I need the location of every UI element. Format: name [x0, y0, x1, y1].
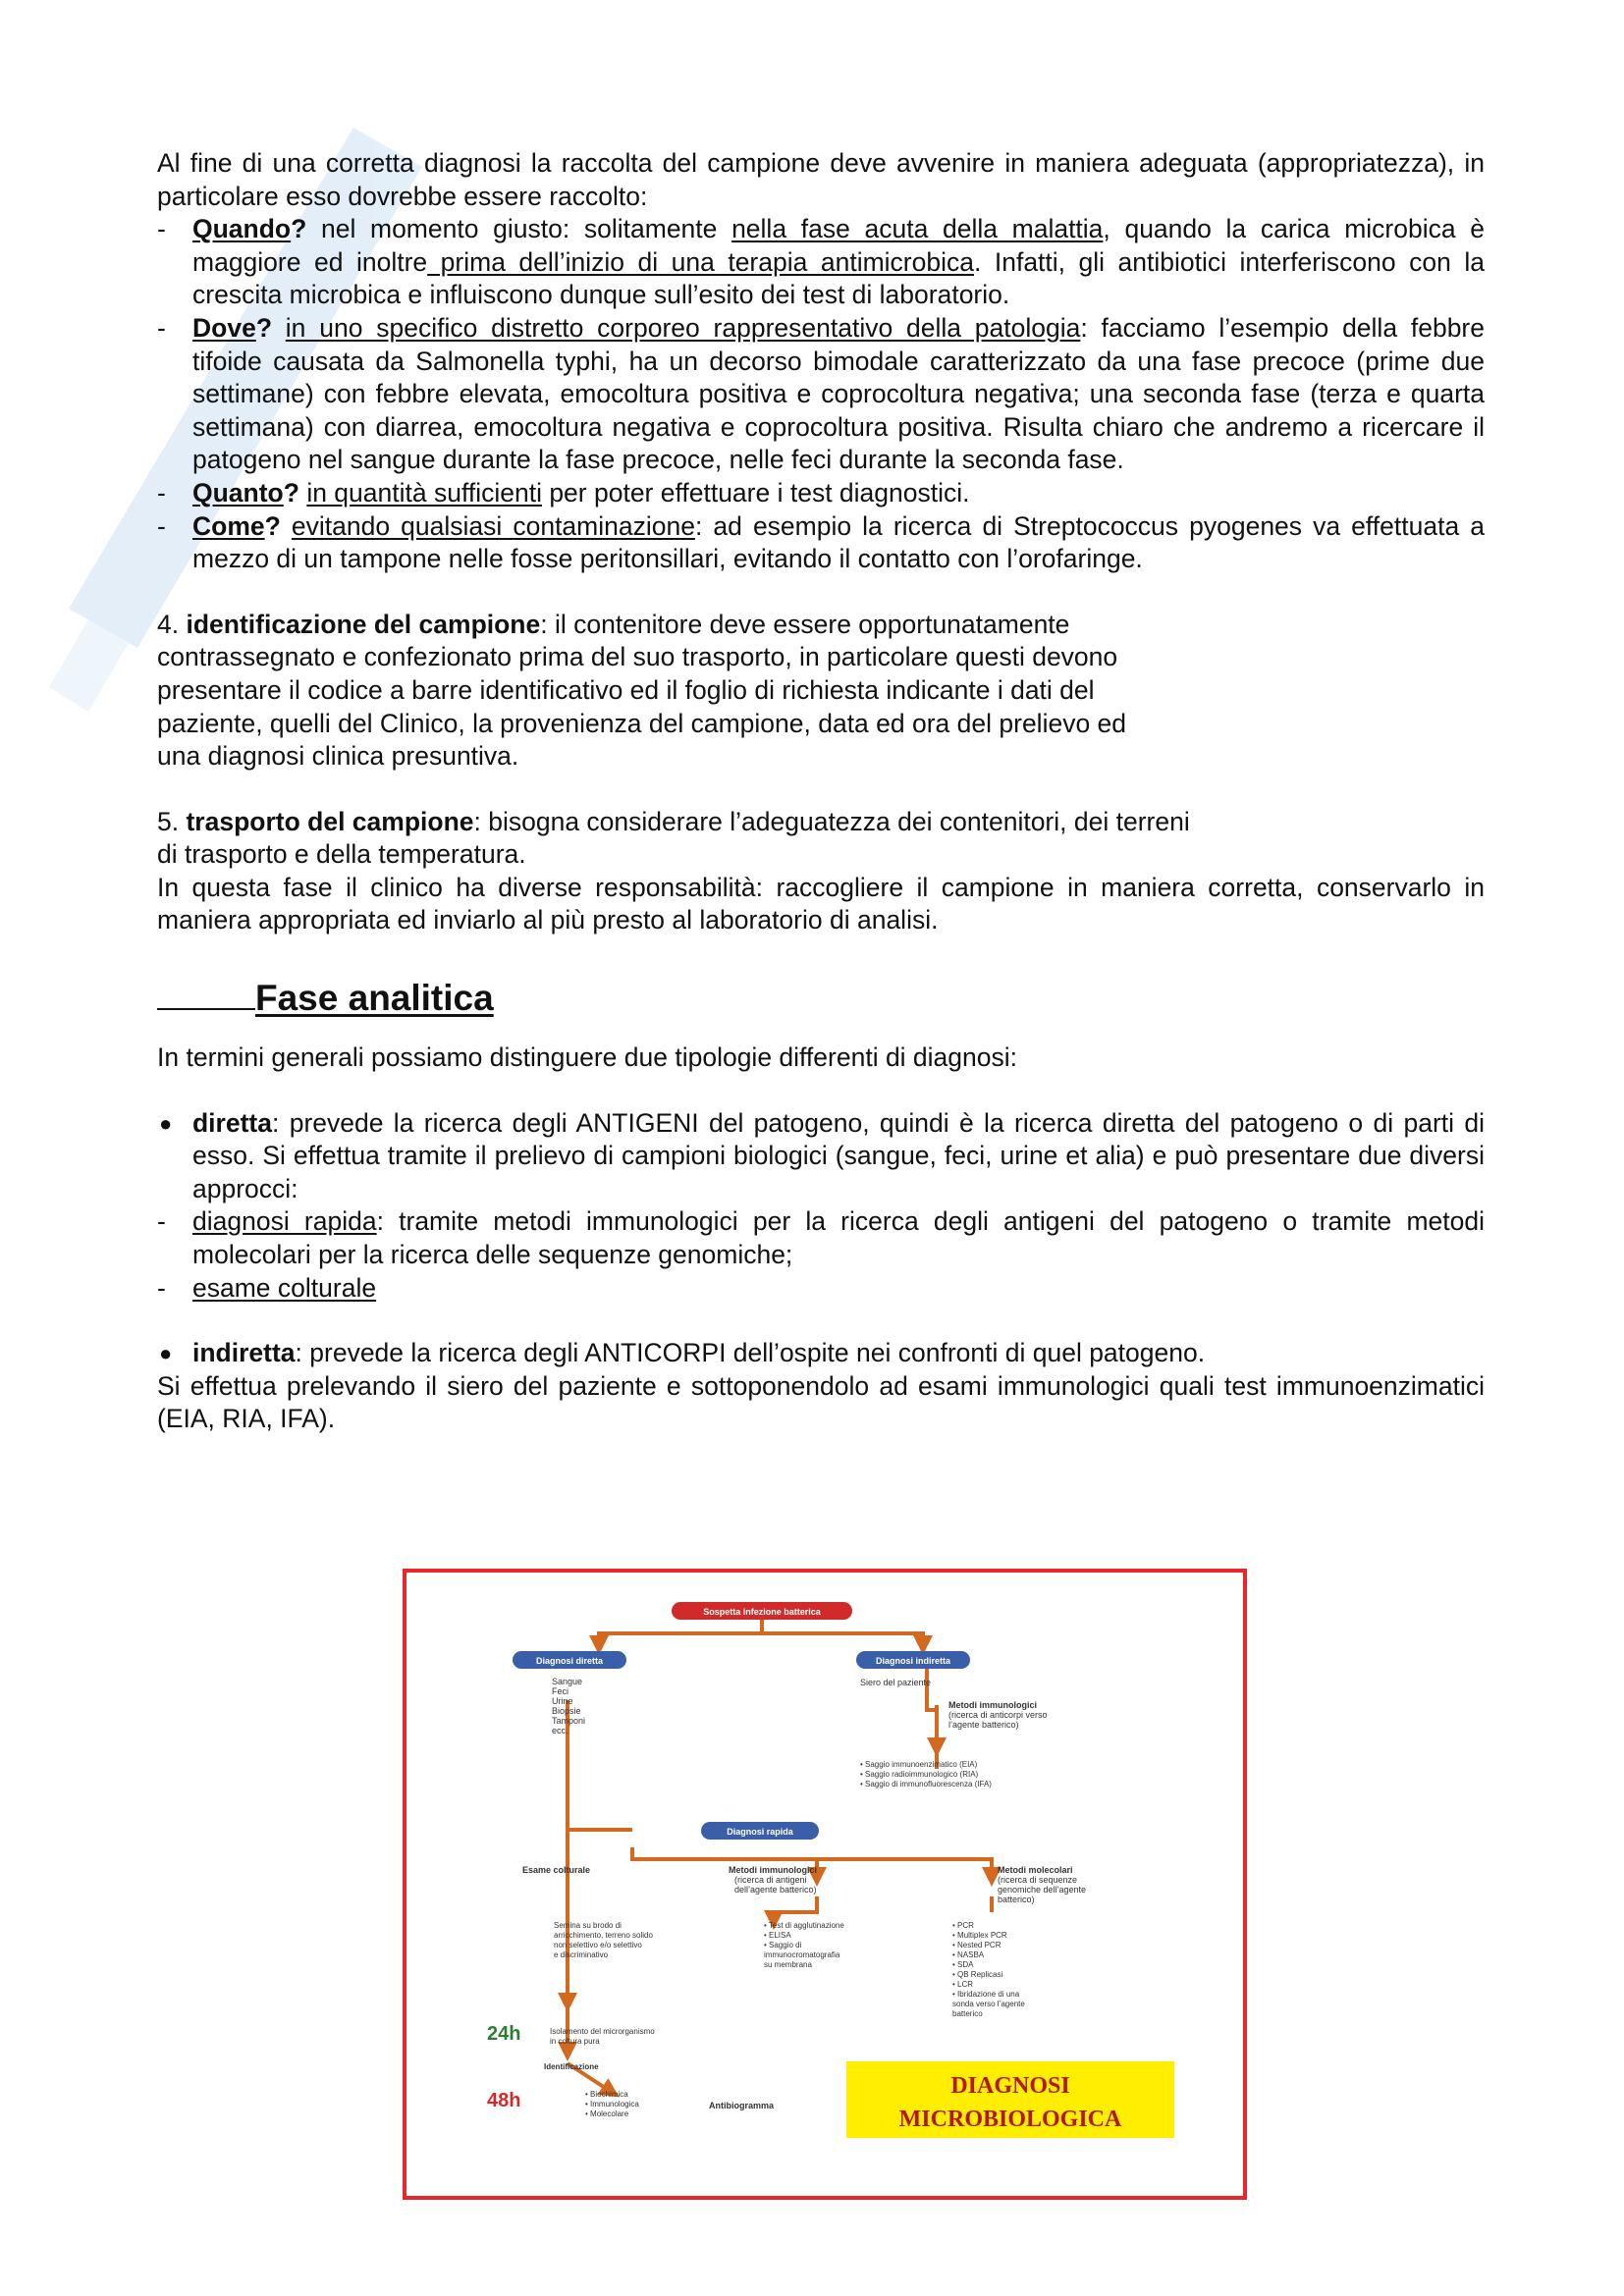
- svg-text:(ricerca di sequenze: (ricerca di sequenze: [998, 1875, 1078, 1885]
- diagnosis-flowchart-figure: [403, 1569, 1247, 2200]
- dash-bullet: -: [157, 312, 166, 343]
- svg-text:Biopsie: Biopsie: [552, 1706, 581, 1716]
- svg-text:sonda verso l’agente: sonda verso l’agente: [952, 2000, 1025, 2008]
- svg-text:Diagnosi diretta: Diagnosi diretta: [535, 1656, 604, 1666]
- bullet-dot: ●: [159, 1110, 173, 1136]
- svg-text:Metodi immunologici: Metodi immunologici: [948, 1700, 1037, 1710]
- svg-text:• Saggio di immunofluorescenza: • Saggio di immunofluorescenza (IFA): [860, 1780, 992, 1789]
- svg-text:• Ibridazione di una: • Ibridazione di una: [952, 1990, 1020, 1999]
- analytic-intro: In termini generali possiamo distinguere due tipologie differenti di diagnosi:: [157, 1042, 1018, 1073]
- svg-text:Feci: Feci: [552, 1686, 569, 1696]
- flowchart-svg: [406, 1573, 1243, 2196]
- svg-text:(ricerca di anticorpi verso: (ricerca di anticorpi verso: [948, 1710, 1048, 1720]
- svg-text:Isolamento del microrganismo: Isolamento del microrganismo: [550, 2027, 655, 2036]
- svg-text:Diagnosi indiretta: Diagnosi indiretta: [875, 1656, 951, 1666]
- bullet-indiretta: ● indiretta: prevede la ricerca degli ANTICORPI dell’ospite nei confronti di quel patogeno.: [157, 1337, 1485, 1370]
- dash-bullet: -: [157, 214, 166, 244]
- svg-text:Identificazione: Identificazione: [544, 2062, 599, 2071]
- svg-text:• QB Replicasi: • QB Replicasi: [952, 1970, 1003, 1979]
- svg-text:Metodi molecolari: Metodi molecolari: [998, 1865, 1073, 1875]
- svg-text:• Multiplex PCR: • Multiplex PCR: [952, 1931, 1007, 1940]
- svg-text:dell’agente batterico): dell’agente batterico): [734, 1885, 817, 1895]
- svg-text:Esame colturale: Esame colturale: [522, 1865, 591, 1875]
- svg-text:• Biochimica: • Biochimica: [585, 2090, 628, 2099]
- svg-text:Antibiogramma: Antibiogramma: [709, 2101, 775, 2110]
- svg-text:non selettivo e/o selettivo: non selettivo e/o selettivo: [554, 1941, 642, 1949]
- criterion-dove: - Dove? in uno specifico distretto corporeo rappresentativo della patologia: facciamo l’esempio della febbre tifoide causata da Salmonella typhi, ha un decorso bimodale caratterizzato da una fase precoce (prime due settimane) con febbre elevata, emocoltura positiva e coprocoltura negativa; una seconda fase (terza e quarta settimana) con diarrea, emocoltura negativa e coprocoltura positiva. Risulta chiaro che andremo a ricercare il patogeno nel sangue durante la fase precoce, nelle feci durante la seconda fase.: [157, 312, 1485, 475]
- bullet-dot: ●: [159, 1341, 173, 1366]
- criterion-come: - Come? evitando qualsiasi contaminazione: ad esempio la ricerca di Streptococcus pyogenes va effettuata a mezzo di un tampone nelle fosse peritonsillari, evitando il contatto con l’orofaringe.: [157, 510, 1485, 574]
- svg-text:in coltura pura: in coltura pura: [550, 2037, 600, 2046]
- svg-text:• NASBA: • NASBA: [952, 1950, 985, 1959]
- svg-text:24h: 24h: [487, 2023, 521, 2045]
- svg-text:• Immunologica: • Immunologica: [585, 2100, 639, 2109]
- svg-text:• ELISA: • ELISA: [764, 1931, 791, 1940]
- bullet-diretta: ● diretta: prevede la ricerca degli ANTIGENI del patogeno, quindi è la ricerca diretta del patogeno o di parti di esso. Si effettua tramite il prelievo di campioni biologici (sangue, feci, urine et alia) e può presentare due diversi approcci:: [159, 1107, 1485, 1203]
- svg-text:Semina su brodo di: Semina su brodo di: [554, 1921, 622, 1930]
- svg-text:DIAGNOSI: DIAGNOSI: [950, 2073, 1070, 2099]
- criterion-quando: - Quando? nel momento giusto: solitamente nella fase acuta della malattia, quando la carica microbica è maggiore ed inoltre prima dell’inizio di una terapia antimicrobica. Infatti, gli antibiotici interferiscono con la crescita microbica e influiscono dunque sull’esito dei test di laboratorio.: [157, 214, 1485, 310]
- svg-text:arricchimento, terreno solido: arricchimento, terreno solido: [554, 1931, 653, 1940]
- svg-text:Metodi immunologici: Metodi immunologici: [729, 1865, 817, 1875]
- svg-text:• PCR: • PCR: [952, 1921, 974, 1930]
- svg-text:• Saggio di: • Saggio di: [764, 1941, 802, 1949]
- svg-text:Sangue: Sangue: [552, 1677, 583, 1686]
- svg-text:Urine: Urine: [552, 1696, 573, 1706]
- intro-paragraph: Al fine di una corretta diagnosi la raccolta del campione deve avvenire in maniera adeguata (appropriatezza), in particolare esso dovrebbe essere raccolto:: [157, 148, 1485, 211]
- svg-text:• Saggio immunoenzimatico (EIA: • Saggio immunoenzimatico (EIA): [860, 1760, 978, 1769]
- svg-text:batterico: batterico: [952, 2009, 983, 2018]
- document-page: [157, 147, 1485, 1436]
- criterion-quanto: - Quanto? in quantità sufficienti per poter effettuare i test diagnostici.: [157, 477, 1485, 510]
- svg-text:genomiche dell’agente: genomiche dell’agente: [998, 1885, 1087, 1895]
- svg-text:Tamponi: Tamponi: [552, 1716, 586, 1726]
- svg-text:• SDA: • SDA: [952, 1960, 974, 1969]
- svg-text:ecc.: ecc.: [552, 1726, 568, 1735]
- section-trasporto: 5. trasporto del campione: bisogna considerare l’adeguatezza dei contenitori, dei terreni di trasporto e della temperatura. In questa fase il clinico ha diverse responsabilità: raccogliere il campione in maniera corretta, conservarlo in maniera appropriata ed inviarlo al più presto al laboratorio di analisi.: [157, 806, 1485, 935]
- dash-bullet: -: [157, 510, 166, 541]
- svg-text:Siero del paziente: Siero del paziente: [860, 1678, 932, 1687]
- svg-text:batterico): batterico): [998, 1895, 1035, 1904]
- svg-text:immunocromatografia: immunocromatografia: [764, 1950, 840, 1959]
- svg-text:• Test di agglutinazione: • Test di agglutinazione: [764, 1921, 844, 1930]
- svg-text:(ricerca di antigeni: (ricerca di antigeni: [734, 1875, 807, 1885]
- svg-text:l’agente batterico): l’agente batterico): [948, 1720, 1019, 1730]
- dash-bullet: -: [157, 1272, 166, 1303]
- dash-bullet: -: [157, 1206, 166, 1237]
- svg-text:• Nested PCR: • Nested PCR: [952, 1941, 1001, 1949]
- svg-text:e discriminativo: e discriminativo: [554, 1950, 609, 1959]
- sub-diagnosi-rapida: - diagnosi rapida: tramite metodi immunologici per la ricerca degli antigeni del patogeno o tramite metodi molecolari per la ricerca delle sequenze genomiche;: [157, 1206, 1485, 1270]
- svg-text:48h: 48h: [487, 2090, 521, 2111]
- svg-text:MICROBIOLOGICA: MICROBIOLOGICA: [898, 2107, 1122, 2132]
- svg-text:Diagnosi rapida: Diagnosi rapida: [727, 1827, 793, 1837]
- indiretta-paragraph: Si effettua prelevando il siero del paziente e sottoponendolo ad esami immunologici quali test immunoenzimatici (EIA, RIA, IFA).: [157, 1370, 1485, 1434]
- sub-esame-colturale: - esame colturale: [157, 1272, 1485, 1306]
- dash-bullet: -: [157, 477, 166, 507]
- svg-text:Sospetta infezione batterica: Sospetta infezione batterica: [703, 1607, 821, 1617]
- heading-fase-analitica: Fase analitica: [157, 977, 1485, 1020]
- svg-text:• Saggio radioimmunologico (RI: • Saggio radioimmunologico (RIA): [860, 1770, 979, 1779]
- svg-text:• Molecolare: • Molecolare: [585, 2109, 629, 2118]
- svg-text:• LCR: • LCR: [952, 1980, 974, 1989]
- section-identificazione: 4. identificazione del campione: il contenitore deve essere opportunatamente contrassegnato e confezionato prima del suo trasporto, in particolare questi devono presentare il codice a barre identificativo ed il foglio di richiesta indicante i dati del paziente, quelli del Clinico, la provenienza del campione, data ed ora del prelievo ed una diagnosi clinica presuntiva.: [157, 609, 1127, 772]
- svg-text:su membrana: su membrana: [764, 1960, 812, 1969]
